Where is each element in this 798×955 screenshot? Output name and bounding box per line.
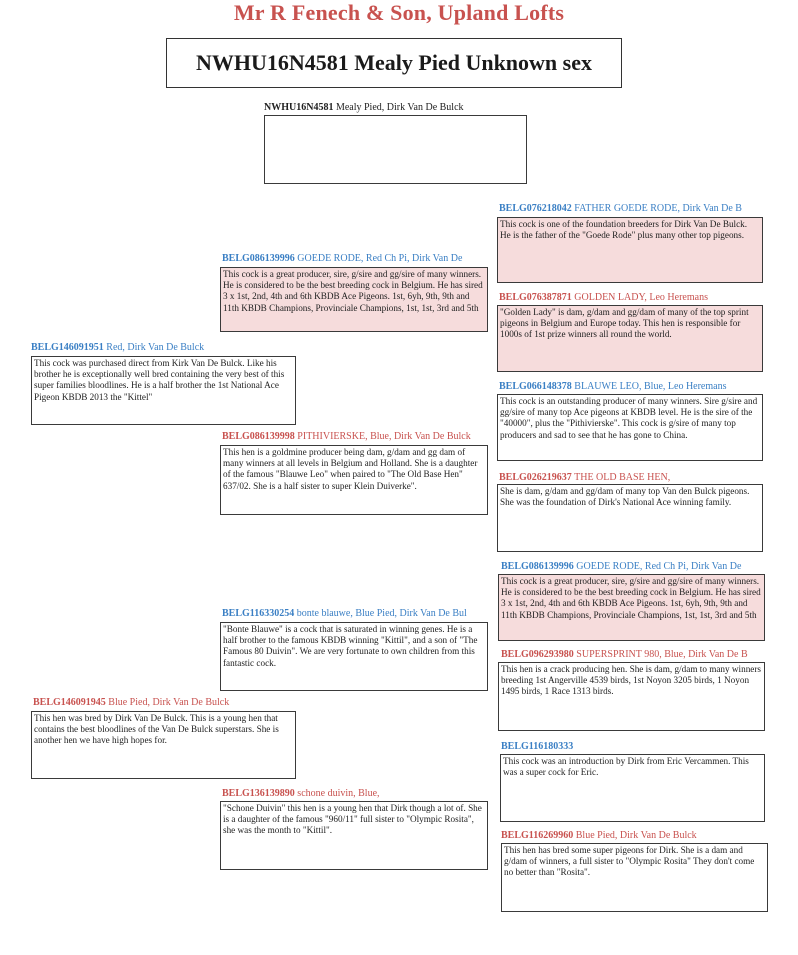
ring-number: NWHU16N4581 [264, 102, 334, 113]
pigeon-details: bonte blauwe, Blue Pied, Dirk Van De Bul [294, 608, 467, 619]
ring-number: BELG076218042 [499, 203, 572, 214]
ring-number: BELG136139890 [222, 788, 295, 799]
pigeon-details: SUPERSPRINT 980, Blue, Dirk Van De B [573, 649, 748, 660]
pigeon-details: Red, Dirk Van De Bulck [103, 342, 205, 353]
gg7-notes: This cock was an introduction by Dirk from Eric Vercammen. This was a super cock for Eric. [500, 754, 765, 822]
sire-sire-heading [31, 342, 296, 353]
gg7-heading [501, 741, 769, 752]
ring-number: BELG026219637 [499, 472, 572, 483]
ring-number: BELG086139996 [501, 561, 574, 572]
ring-number: BELG096293980 [501, 649, 574, 660]
gg3-heading [499, 381, 767, 392]
gg3-notes: This cock is an outstanding producer of many winners. Sire g/sire and gg/sire of many top Ace pigeons at KBDB level. He is the sire of the "40000", plus the "Pithivierske". This cock is g/sire of many top producers and sad to see that he has gone to China. [497, 394, 763, 461]
gg4-heading [499, 472, 767, 483]
sire-dam-notes: This hen is a goldmine producer being dam, g/dam and gg dam of many winners at all levels in Belgium and Holland. She is a daughter of the famous "Blauwe Leo" when paired to "The Old Base Hen" 637/02. She is a half sister to super Klein Duiverke". [220, 445, 488, 515]
sire-heading [222, 253, 490, 264]
gg4-notes: She is dam, g/dam and gg/dam of many top Van den Bulck pigeons. She was the foundation of Dirk's National Ace winning family. [497, 484, 763, 552]
pigeon-details: GOEDE RODE, Red Ch Pi, Dirk Van De [573, 561, 742, 572]
pigeon-details: PITHIVIERSKE, Blue, Dirk Van De Bulck [294, 431, 471, 442]
dam-notes: "Bonte Blauwe" is a cock that is saturated in winning genes. He is a half brother to the famous KBDB winning "Kittil", and a son of "The Famous 80 Duivin". We are very fortunate to own children from this fantastic cock. [220, 622, 488, 691]
page-title: Mr R Fenech & Son, Upland Lofts [233, 0, 565, 25]
gg1-notes: This cock is one of the foundation breeders for Dirk Van De Bulck. He is the father of the "Goede Rode" plus many other top pigeons. [497, 217, 763, 283]
subject-notes [264, 115, 527, 184]
gg6-heading [501, 649, 779, 660]
ring-number: BELG116330254 [222, 608, 295, 619]
pigeon-details: GOLDEN LADY, Leo Heremans [571, 292, 708, 303]
gg2-notes: "Golden Lady" is dam, g/dam and gg/dam of many of the top sprint pigeons in Belgium and Europe today. This hen is responsible for 1000s of 1st prize winners all round the world. [497, 305, 763, 372]
gg6-notes: This hen is a crack producing hen. She is dam, g/dam to many winners breeding 1st Angerville 4539 birds, 1st Noyon 3205 birds, 1 Noyon 1495 birds, 1 Race 1313 birds. [498, 662, 765, 731]
gg8-heading [501, 830, 769, 841]
gg8-notes: This hen has bred some super pigeons for Dirk. She is a dam and g/dam of winners, a full sister to "Olympic Rosita" They don't come no better than "Rosita". [501, 843, 768, 912]
pigeon-details: GOEDE RODE, Red Ch Pi, Dirk Van De [294, 253, 463, 264]
pigeon-details: Mealy Pied, Dirk Van De Bulck [333, 102, 464, 113]
ring-number: BELG086139996 [222, 253, 295, 264]
ring-number: BELG086139998 [222, 431, 295, 442]
ring-number: BELG116269960 [501, 830, 574, 841]
pigeon-details: THE OLD BASE HEN, [571, 472, 671, 483]
gg1-heading [499, 203, 773, 214]
subject-heading [264, 102, 534, 113]
sire-sire-notes: This cock was purchased direct from Kirk Van De Bulck. Like his brother he is exceptionally well bred containing the very best of this super families bloodlines. He is a half brother the 1st National Ace Pigeon KBDB 2013 the "Kittel" [31, 356, 296, 425]
pigeon-details: Blue Pied, Dirk Van De Bulck [105, 697, 230, 708]
dam-sire-heading [33, 697, 298, 708]
dam-heading [222, 608, 497, 619]
pigeon-details: Blue Pied, Dirk Van De Bulck [573, 830, 697, 841]
ring-number: BELG146091951 [31, 342, 104, 353]
subject-title-box: NWHU16N4581 Mealy Pied Unknown sex [166, 38, 622, 88]
sire-notes: This cock is a great producer, sire, g/sire and gg/sire of many winners. He is considered to be the best breeding cock in Belgium. He has sired 3 x 1st, 2nd, 4th and 6th KBDB Ace Pigeons. 1st, 6yh, 9th, 9th and 11th KBDB Champions, Provinciale Champions, 1st, 1st, 3rd and 5th [220, 267, 488, 332]
pigeon-details: BLAUWE LEO, Blue, Leo Heremans [571, 381, 727, 392]
gg5-notes: This cock is a great producer, sire, g/sire and gg/sire of many winners. He is considered to be the best breeding cock in Belgium. He has sired 3 x 1st, 2nd, 4th and 6th KBDB Ace Pigeons. 1st, 6yh, 9th, 9th and 11th KBDB Champions, Provinciale Champions, 1st, 1st, 3rd and 5th [498, 574, 765, 641]
ring-number: BELG076387871 [499, 292, 572, 303]
gg5-heading [501, 561, 773, 572]
pigeon-details: FATHER GOEDE RODE, Dirk Van De B [571, 203, 742, 214]
dam-dam-notes: "Schone Duivin" this hen is a young hen that Dirk though a lot of. She is a daughter of the famous "960/11" full sister to "Olympic Rosita", she was the month to "Kittil". [220, 801, 488, 870]
sire-dam-heading [222, 431, 500, 442]
ring-number: BELG066148378 [499, 381, 572, 392]
ring-number: BELG116180333 [501, 741, 574, 752]
pigeon-details: schone duivin, Blue, [294, 788, 380, 799]
dam-dam-heading [222, 788, 490, 799]
gg2-heading [499, 292, 767, 303]
dam-sire-notes: This hen was bred by Dirk Van De Bulck. This is a young hen that contains the best bloodlines of the Van De Bulck superstars. She is another hen we have high hopes for. [31, 711, 296, 779]
ring-number: BELG146091945 [33, 697, 106, 708]
